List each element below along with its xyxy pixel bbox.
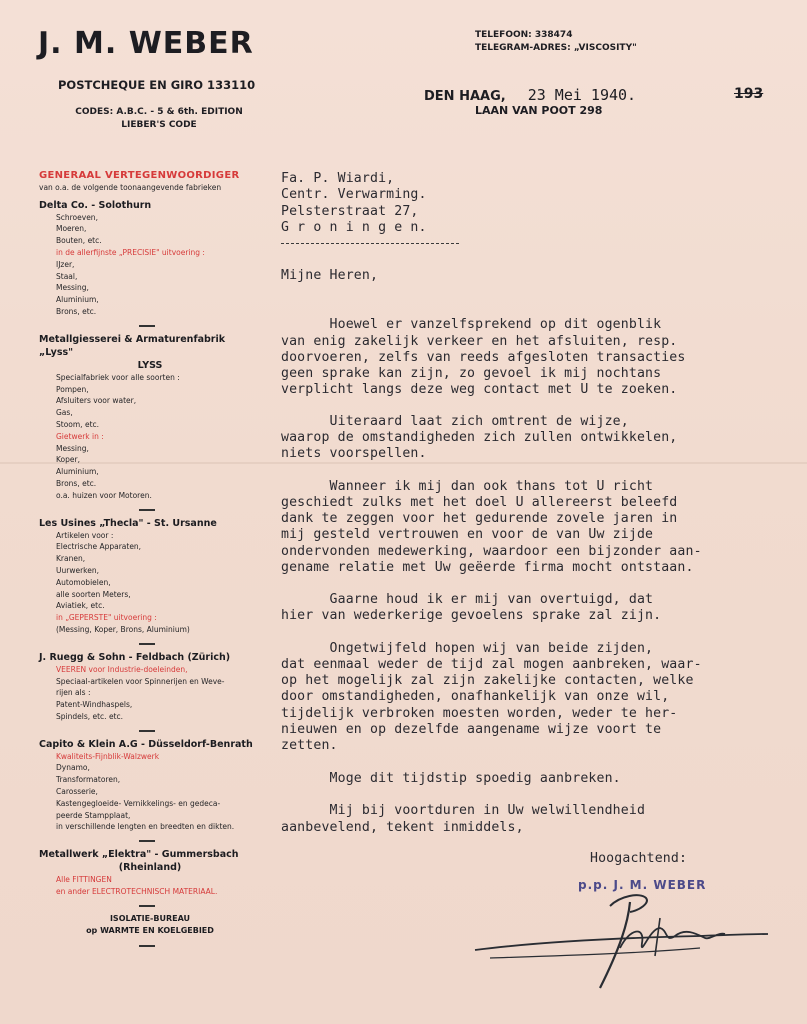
product-line: Messing,	[56, 283, 89, 293]
body-line: verplicht langs deze weg contact met U te zoeken.	[281, 382, 678, 397]
product-line: Gas,	[56, 408, 73, 418]
body-line: Hoewel er vanzelfsprekend op dit ogenblik	[281, 317, 662, 332]
divider	[139, 325, 155, 327]
product-line: in „GEPERSTE" uitvoering :	[56, 613, 157, 623]
product-line: Spindels, etc. etc.	[56, 711, 124, 721]
product-line: Transformatoren,	[56, 775, 121, 785]
product-line: Schroeven,	[56, 212, 98, 222]
body-line: dank te zeggen voor het gedurende zovele jaren in	[281, 511, 678, 526]
body-line: op het mogelijk zal zijn zakelijke contacten, welke	[281, 673, 694, 688]
telephone: TELEFOON: 338474	[475, 30, 573, 40]
sidebar-title: GENERAAL VERTEGENWOORDIGER	[39, 170, 240, 181]
codes-line: CODES: A.B.C. - 5 & 6th. EDITION	[75, 107, 243, 117]
manufacturer-name: J. Ruegg & Sohn - Feldbach (Zürich)	[39, 651, 231, 663]
body-line: gename relatie met Uw geëerde firma mocht ontstaan.	[281, 560, 694, 575]
recipient-line: Centr. Verwarming.	[281, 187, 427, 202]
recipient-underline	[281, 243, 459, 244]
product-line: Patent-Windhaspels,	[56, 700, 133, 710]
product-line: Brons, etc.	[56, 478, 97, 488]
sidebar-representatives	[39, 170, 261, 953]
product-line: Alle FITTINGEN	[56, 875, 112, 885]
product-list	[39, 212, 261, 318]
product-line: rijen als :	[56, 688, 91, 698]
body-line: Ongetwijfeld hopen wij van beide zijden,	[281, 641, 654, 656]
body-line: tijdelijk verbroken moesten worden, weder te her-	[281, 706, 678, 721]
product-line: Specialfabriek voor alle soorten :	[56, 372, 180, 382]
signed-for-stamp: p.p. J. M. WEBER	[578, 878, 707, 892]
signature-image	[470, 888, 770, 998]
product-line: VEEREN voor Industrie-doeleinden,	[56, 664, 188, 674]
body-line: Uiteraard laat zich omtrent de wijze,	[281, 414, 629, 429]
product-line: Aluminium,	[56, 467, 99, 477]
product-list	[39, 874, 261, 898]
product-line: Pompen,	[56, 384, 89, 394]
manufacturer-block	[39, 651, 261, 732]
divider	[139, 945, 155, 947]
product-line: in de allerfijnste „PRECISIE" uitvoering :	[56, 247, 205, 257]
product-line: en ander ELECTROTECHNISCH MATERIAAL.	[56, 887, 218, 897]
manufacturer-location: LYSS	[137, 359, 163, 371]
product-line: Speciaal-artikelen voor Spinnerijen en Weve-	[56, 676, 225, 686]
product-line: Stoom, etc.	[56, 419, 100, 429]
body-line: zetten.	[281, 738, 338, 753]
product-line: Kwaliteits-Fijnblik-Walzwerk	[56, 751, 160, 761]
manufacturer-name: Delta Co. - Solothurn	[39, 199, 152, 211]
manufacturer-name: Les Usines „Thecla" - St. Ursanne	[39, 517, 217, 529]
manufacturer-location: (Rheinland)	[118, 862, 182, 874]
product-list	[39, 664, 261, 723]
body-line: doorvoeren, zelfs van reeds afgesloten transacties	[281, 350, 686, 365]
product-line: Koper,	[56, 455, 80, 465]
closing: Hoogachtend:	[590, 851, 688, 866]
product-line: Afsluiters voor water,	[56, 396, 137, 406]
recipient-line: Pelsterstraat 27,	[281, 204, 419, 219]
product-line: Carosserie,	[56, 787, 98, 797]
divider	[139, 509, 155, 511]
product-line: Messing,	[56, 443, 89, 453]
body-line: Wanneer ik mij dan ook thans tot U richt	[281, 479, 654, 494]
body-line: mij gesteld vertrouwen en voor de van Uw zijde	[281, 527, 654, 542]
codes-line: LIEBER'S CODE	[121, 120, 197, 130]
product-line: Aviatiek, etc.	[56, 601, 105, 611]
product-line: Dynamo,	[56, 763, 90, 773]
product-list	[39, 751, 261, 834]
body-line: Gaarne houd ik er mij van overtuigd, dat	[281, 592, 654, 607]
product-list	[39, 372, 261, 502]
divider	[139, 905, 155, 907]
body-line: dat eenmaal weder de tijd zal mogen aanbreken, waar-	[281, 657, 702, 672]
divider	[139, 840, 155, 842]
divider	[139, 730, 155, 732]
product-line: in verschillende lengten en breedten en dikten.	[56, 822, 235, 832]
product-line: Kranen,	[56, 554, 86, 564]
product-line: (Messing, Koper, Brons, Aluminium)	[56, 624, 190, 634]
footer-line: op WARMTE EN KOELGEBIED	[86, 925, 214, 935]
salutation: Mijne Heren,	[281, 268, 379, 283]
body-line: waarop de omstandigheden zich zullen ontwikkelen,	[281, 430, 678, 445]
sidebar-subtitle: van o.a. de volgende toonaangevende fabrieken	[39, 182, 222, 192]
body-line: aanbevelend, tekent inmiddels,	[281, 820, 524, 835]
divider	[139, 643, 155, 645]
manufacturer-block	[39, 738, 261, 843]
product-line: o.a. huizen voor Motoren.	[56, 490, 152, 500]
product-line: alle soorten Meters,	[56, 589, 131, 599]
street-address: LAAN VAN POOT 298	[475, 104, 603, 117]
body-line: hier van wederkerige gevoelens sprake zal zijn.	[281, 608, 662, 623]
product-line: Gietwerk in :	[56, 431, 104, 441]
body-line: door omstandigheden, onafhankelijk van onze wil,	[281, 689, 670, 704]
body-line: geschiedt zulks met het doel U allereerst beleefd	[281, 495, 678, 510]
telegram-address: TELEGRAM-ADRES: „VISCOSITY"	[475, 43, 637, 53]
product-line: Moeren,	[56, 224, 87, 234]
contact-block	[475, 29, 637, 55]
product-list	[39, 530, 261, 636]
product-line: Electrische Apparaten,	[56, 542, 142, 552]
printed-year: 193	[734, 86, 764, 102]
manufacturer-name: Metallwerk „Elektra" - Gummersbach	[39, 849, 239, 861]
company-name: J. M. WEBER	[38, 26, 254, 61]
body-line: geen sprake kan zijn, zo gevoel ik mij nochtans	[281, 366, 662, 381]
body-line: Mij bij voortduren in Uw welwillendheid	[281, 803, 646, 818]
manufacturer-name: Capito & Klein A.G - Düsseldorf-Benrath	[39, 738, 253, 750]
product-line: Automobielen,	[56, 577, 111, 587]
product-line: Bouten, etc.	[56, 236, 102, 246]
recipient-line: G r o n i n g e n.	[281, 220, 427, 235]
manufacturer-list	[39, 199, 261, 907]
manufacturer-block	[39, 333, 261, 511]
body-line: nieuwen en op dezelfde aangename wijze voort te	[281, 722, 662, 737]
product-line: Artikelen voor :	[56, 530, 114, 540]
manufacturer-block	[39, 848, 261, 907]
body-line: ondervonden medewerking, waardoor een bijzonder aan-	[281, 544, 702, 559]
footer-line: ISOLATIE-BUREAU	[109, 913, 191, 923]
product-line: peerde Stampplaat,	[56, 810, 131, 820]
product-line: Staal,	[56, 271, 78, 281]
body-line: van enig zakelijk verkeer en het afsluiten, resp.	[281, 334, 678, 349]
codes-block	[74, 106, 244, 132]
letter-date: 23 Mei 1940.	[527, 86, 637, 104]
city: DEN HAAG,	[424, 89, 506, 104]
product-line: Kastengegloeide- Vernikkelings- en gedeca-	[56, 798, 221, 808]
body-line: niets voorspellen.	[281, 446, 427, 461]
manufacturer-name: Metallgiesserei & Armaturenfabrik „Lyss"	[39, 333, 226, 358]
product-line: IJzer,	[56, 259, 75, 269]
body-line: Moge dit tijdstip spoedig aanbreken.	[281, 771, 621, 786]
recipient-line: Fa. P. Wiardi,	[281, 171, 395, 186]
isolatie-bureau	[39, 913, 261, 937]
product-line: Brons, etc.	[56, 306, 97, 316]
place-date	[424, 86, 636, 104]
postcheque-number: POSTCHEQUE EN GIRO 133110	[58, 78, 256, 92]
manufacturer-block	[39, 199, 261, 327]
product-line: Uurwerken,	[56, 565, 99, 575]
product-line: Aluminium,	[56, 295, 99, 305]
manufacturer-block	[39, 517, 261, 645]
